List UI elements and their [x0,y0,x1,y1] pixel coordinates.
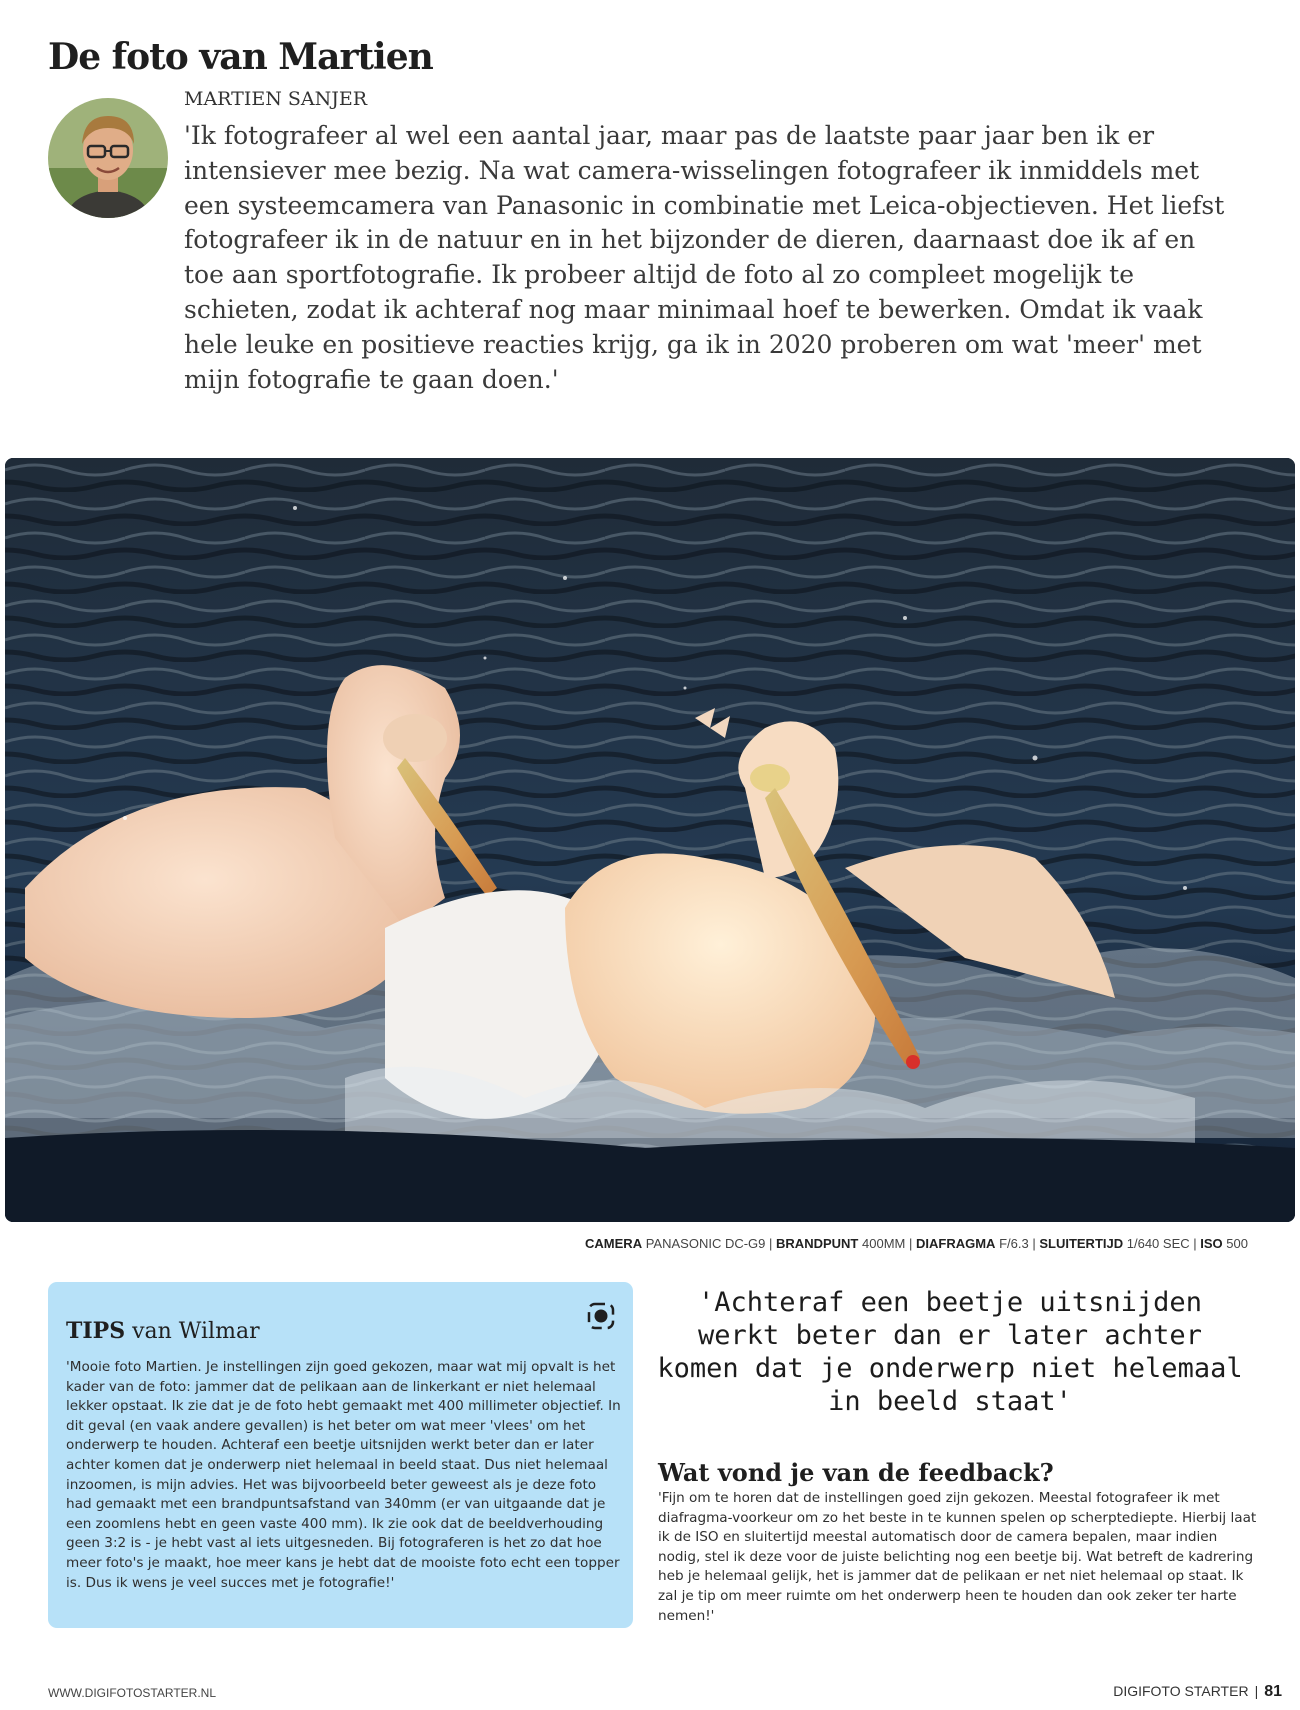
pull-quote: 'Achteraf een beetje uitsnijden werkt beter dan er later achter komen dat je onderwerp niet helemaal in beeld staat' [657,1287,1243,1417]
tips-box [48,1282,633,1628]
feedback-heading: Wat vond je van de feedback? [658,1458,1054,1487]
footer-pagination [1113,1683,1282,1701]
camera-settings [585,1236,1248,1251]
author-name: MARTIEN SANJER [184,88,368,110]
footer-separator: | [1254,1683,1259,1699]
exif-separator: | [1193,1236,1197,1251]
page-number: 81 [1264,1683,1282,1700]
camera-shutter-icon [587,1302,615,1334]
exif-iso-label: ISO [1200,1236,1223,1251]
exif-shutter-label: SLUITERTIJD [1039,1236,1124,1251]
exif-aperture-value: F/6.3 [999,1236,1029,1251]
author-avatar [48,98,168,218]
exif-separator: | [769,1236,773,1251]
tips-heading-rest: van Wilmar [125,1319,260,1344]
exif-camera-label: CAMERA [585,1236,643,1251]
footer-magazine: DIGIFOTO STARTER [1113,1683,1249,1699]
feedback-body: 'Fijn om te horen dat de instellingen goed zijn gekozen. Meestal fotografeer ik met diafragma-voorkeur om zo het beste in te kunnen spelen op scherptediepte. Hierbij laat ik de ISO en sluitertijd meestal automatisch door de camera bepalen, maar indien nodig, stel ik deze voor de juiste belichting nog een beetje bij. Wat betreft de kadrering heb je helemaal gelijk, het is jammer dat de pelikaan er net niet helemaal op staat. Ik zal je tip om meer ruimte om het onderwerp heen te houden dan ook zeker ter harte nemen!' [658,1490,1257,1624]
intro-text: 'Ik fotografeer al wel een aantal jaar, maar pas de laatste paar jaar ben ik er intensiever mee bezig. Na wat camera-wisselingen fotografeer ik inmiddels met een systeemcamera van Panasonic in combinatie met Leica-objectieven. Het liefst fotografeer ik in de natuur en in het bijzonder de dieren, daarnaast doe ik af en toe aan sportfotografie. Ik probeer altijd de foto al zo compleet mogelijk te schieten, zodat ik achteraf nog maar minimaal hoef te bewerken. Omdat ik vaak hele leuke en positieve reacties krijg, ga ik in 2020 proberen om wat 'meer' met mijn fotografie te gaan doen.' [184,121,1225,394]
exif-focal-label: BRANDPUNT [776,1236,859,1251]
exif-iso-value: 500 [1226,1236,1248,1251]
exif-aperture-label: DIAFRAGMA [916,1236,996,1251]
page-title: De foto van Martien [48,36,433,78]
tips-heading [66,1318,260,1344]
tips-heading-strong: TIPS [66,1318,126,1344]
tips-body: 'Mooie foto Martien. Je instellingen zijn goed gekozen, maar wat mij opvalt is het kader van de foto: jammer dat de pelikaan aan de linkerkant er niet helemaal lekker opstaat. Ik zie dat je de foto hebt gemaakt met 400 millimeter objectief. In dit geval (en vaak andere gevallen) is het beter om wat meer 'vlees' om het onderwerp te houden. Achteraf een beetje uitsnijden werkt beter dan er later achter komen dat je onderwerp niet helemaal in beeld staat. Dus niet helemaal inzoomen, is mijn advies. Het was bijvoorbeeld beter geweest als je deze foto had gemaakt met een brandpuntsafstand van 340mm (er van uitgaande dat je een zoomlens hebt en geen vaste 400 mm). Ik zie ook dat de beeldverhouding geen 3:2 is - je hebt vast al iets uitgesneden. Bij fotograferen is het zo dat hoe meer foto's je maakt, hoe meer kans je hebt dat de mooiste foto echt een topper is. Dus ik wens je veel succes met je fotografie!' [66,1359,621,1591]
exif-separator: | [1032,1236,1036,1251]
exif-camera-value: PANASONIC DC-G9 [645,1236,766,1251]
exif-shutter-value: 1/640 SEC [1126,1236,1190,1251]
footer-website: WWW.DIGIFOTOSTARTER.NL [48,1686,216,1700]
exif-separator: | [908,1236,913,1251]
exif-focal-value: 400MM [862,1236,906,1251]
pelican-photo [5,458,1295,1222]
